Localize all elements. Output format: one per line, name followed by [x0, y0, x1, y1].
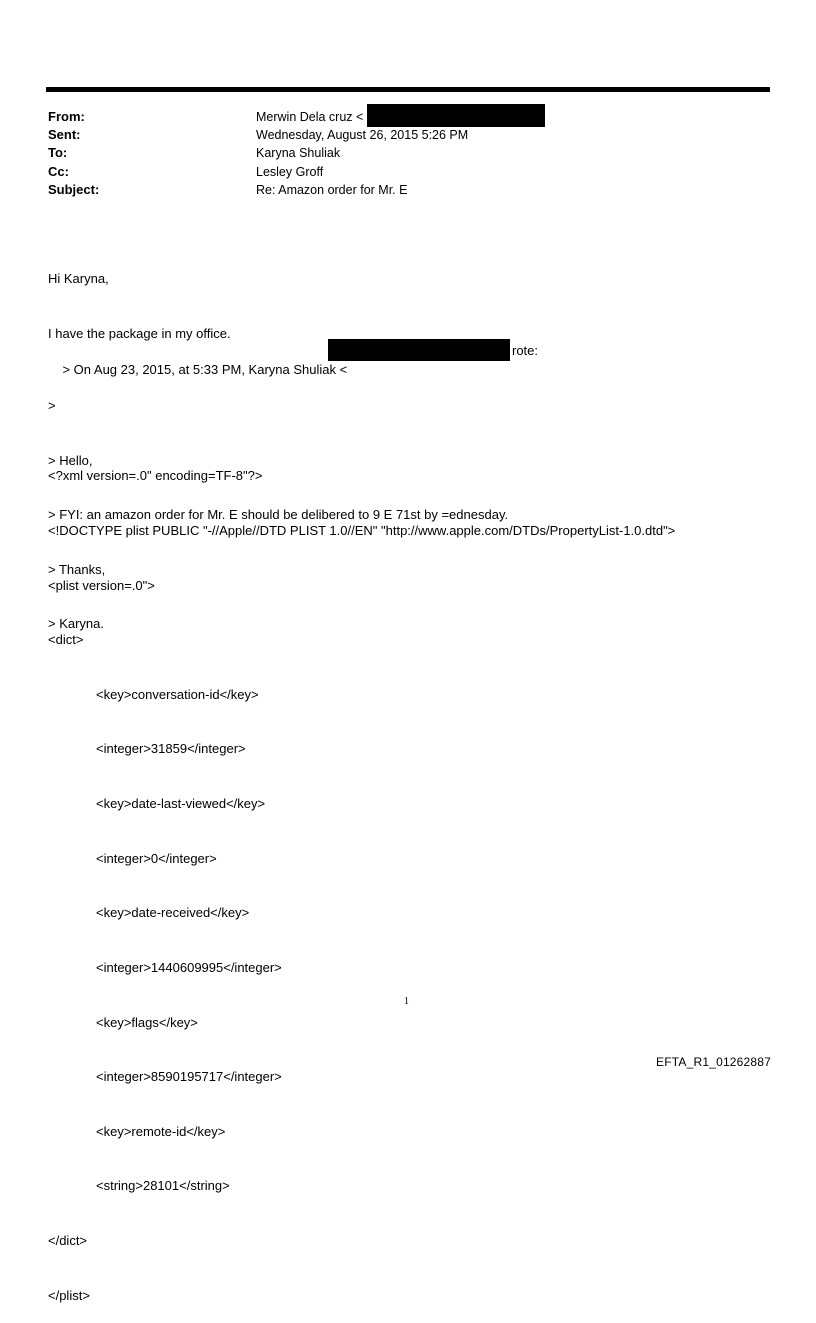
xml-dict-line: <string>28101</string>: [96, 1178, 230, 1194]
xml-closing-line: </dict>: [48, 1232, 88, 1248]
xml-line: <?xml version=.0" encoding=TF-8"?>: [48, 468, 263, 484]
quote-intro-line: [48, 342, 539, 377]
quote-line: > Hello,: [48, 452, 93, 468]
xml-line: <dict>: [48, 632, 84, 648]
subject-label: Subject:: [48, 181, 100, 197]
quote-line: >: [48, 398, 56, 413]
quote-line: > Thanks,: [48, 561, 106, 577]
header-rule: [46, 87, 770, 92]
greeting-line: Hi Karyna,: [48, 271, 109, 287]
document-id-stamp: EFTA_R1_01262887: [656, 1055, 772, 1069]
xml-line: <!DOCTYPE plist PUBLIC "-//Apple//DTD PLIST 1.0//EN" "http://www.apple.com/DTDs/PropertyList-1.0.dtd">: [48, 523, 676, 539]
cc-value: Lesley Groff: [256, 164, 324, 179]
subject-value: Re: Amazon order for Mr. E: [256, 182, 408, 197]
xml-dict-line: <key>conversation-id</key>: [96, 686, 259, 702]
xml-closing-line: </plist>: [48, 1287, 90, 1303]
sent-value: Wednesday, August 26, 2015 5:26 PM: [256, 128, 469, 143]
to-label: To:: [48, 145, 68, 161]
redaction-box: [367, 104, 545, 127]
quote-intro-end: rote:: [512, 343, 539, 359]
xml-dict-line: <integer>1440609995</integer>: [96, 959, 282, 975]
xml-dict-line: <key>date-last-viewed</key>: [96, 796, 266, 812]
xml-dict-line: <integer>0</integer>: [96, 850, 217, 866]
xml-dict-line: <key>flags</key>: [96, 1014, 198, 1030]
quote-line: > Karyna.: [48, 616, 105, 632]
to-value: Karyna Shuliak: [256, 146, 341, 161]
cc-label: Cc:: [48, 163, 69, 179]
redaction-box: [328, 339, 510, 361]
from-label: From:: [48, 109, 85, 124]
from-value: Merwin Dela cruz <: [256, 110, 364, 124]
xml-block: [48, 431, 675, 1323]
page-number: 1: [404, 996, 409, 1007]
xml-dict-line: <integer>8590195717</integer>: [96, 1069, 282, 1085]
sent-label: Sent:: [48, 127, 81, 143]
xml-dict-line: <key>date-received</key>: [96, 905, 250, 921]
xml-dict-line: <key>remote-id</key>: [96, 1123, 226, 1139]
quote-line: > FYI: an amazon order for Mr. E should be delibered to 9 E 71st by =ednesday.: [48, 507, 509, 523]
message-line: I have the package in my office.: [48, 326, 231, 342]
xml-dict-line: <integer>31859</integer>: [96, 741, 246, 757]
xml-line: <plist version=.0">: [48, 577, 155, 593]
quote-intro-start: > On Aug 23, 2015, at 5:33 PM, Karyna Shuliak <: [62, 361, 348, 377]
